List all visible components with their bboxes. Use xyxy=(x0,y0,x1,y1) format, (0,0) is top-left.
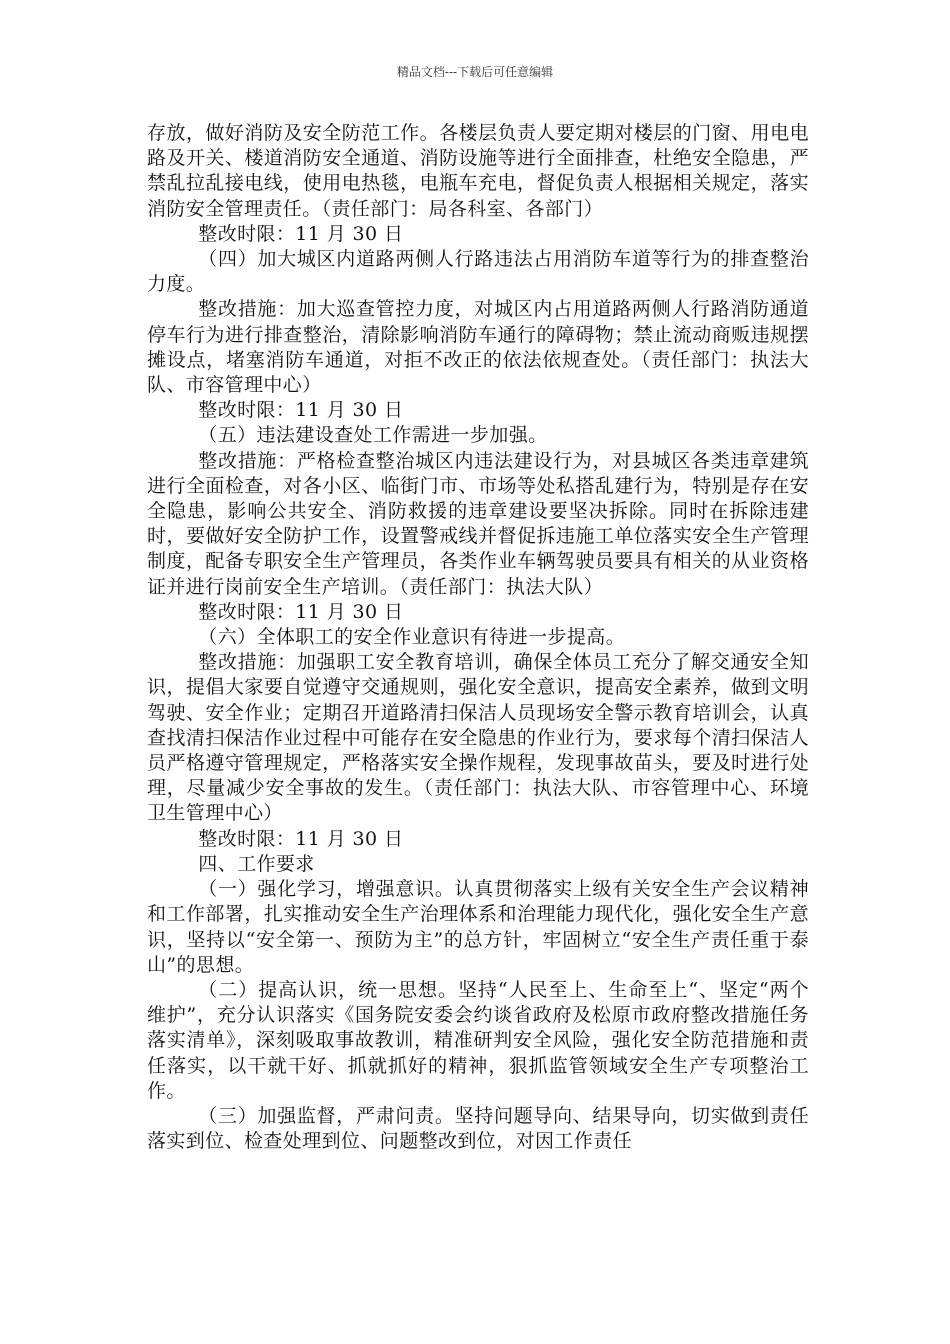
paragraph: 存放，做好消防及安全防范工作。各楼层负责人要定期对楼层的门窗、用电电路及开关、楼道消防安全通道、消防设施等进行全面排查，杜绝安全隐患，严禁乱拉乱接电线，使用电热毯，电瓶车充电，督促负责人根据相关规定，落实消防安全管理责任。（责任部门：局各科室、各部门） xyxy=(147,122,809,220)
paragraph: 整改措施：严格检查整治城区内违法建设行为，对县城区各类违章建筑进行全面检查，对各小区、临街门市、市场等处私搭乱建行为，特别是存在安全隐患，影响公共安全、消防救援的违章建设要坚决拆除。同时在拆除违建时，要做好安全防护工作，设置警戒线并督促拆违施工单位落实安全生产管理制度，配备专职安全生产管理员，各类作业车辆驾驶员要具有相关的从业资格证并进行岗前安全生产培训。（责任部门：执法大队） xyxy=(147,449,809,598)
document-body xyxy=(147,121,809,1154)
paragraph: 整改措施：加大巡查管控力度，对城区内占用道路两侧人行路消防通道停车行为进行排查整治，清除影响消防车通行的障碍物；禁止流动商贩违规摆摊设点，堵塞消防车通道，对拒不改正的依法依规查处。（责任部门：执法大队、市容管理中心） xyxy=(147,298,809,397)
deadline-line: 整改时限：11 月 30 日 xyxy=(198,222,404,245)
paragraph: 整改措施：加强职工安全教育培训，确保全体员工充分了解交通安全知识，提倡大家要自觉遵守交通规则，强化安全意识，提高安全素养，做到文明驾驶、安全作业；定期召开道路清扫保洁人员现场安全警示教育培训会，认真查找清扫保洁作业过程中可能存在安全隐患的作业行为，要求每个清扫保洁人员严格遵守管理规定，严格落实安全操作规程，发现事故苗头，要及时进行处理，尽量减少安全事故的发生。（责任部门：执法大队、市容管理中心、环境卫生管理中心） xyxy=(147,651,809,825)
section-heading: （四）加大城区内道路两侧人行路违法占用消防车道等行为的排查整治力度。 xyxy=(147,248,809,296)
paragraph: （二）提高认识，统一思想。坚持“人民至上、生命至上“、坚定“两个维护”，充分认识落实《国务院安委会约谈省政府及松原市政府整改措施任务落实清单》，深刻吸取事故教训，精准研判安全风险，强化安全防范措施和责任落实，以干就干好、抓就抓好的精神，狠抓监管领域安全生产专项整治工作。 xyxy=(147,978,809,1102)
deadline-line: 整改时限：11 月 30 日 xyxy=(198,827,404,850)
section-heading: （五）违法建设查处工作需进一步加强。 xyxy=(198,424,548,447)
section-heading: 四、工作要求 xyxy=(198,852,315,875)
deadline-line: 整改时限：11 月 30 日 xyxy=(198,399,404,422)
paragraph: （三）加强监督，严肃问责。坚持问题导向、结果导向，切实做到责任落实到位、检查处理到位、问题整改到位，对因工作责任 xyxy=(147,1104,809,1153)
paragraph: （一）强化学习，增强意识。认真贯彻落实上级有关安全生产会议精神和工作部署，扎实推动安全生产治理体系和治理能力现代化，强化安全生产意识，坚持以“安全第一、预防为主”的总方针，牢固树立“安全生产责任重于泰山”的思想。 xyxy=(147,878,809,976)
deadline-line: 整改时限：11 月 30 日 xyxy=(198,600,404,623)
section-heading: （六）全体职工的安全作业意识有待进一步提高。 xyxy=(198,626,626,649)
page-header: 精品文档---下载后可任意编辑 xyxy=(396,65,554,79)
